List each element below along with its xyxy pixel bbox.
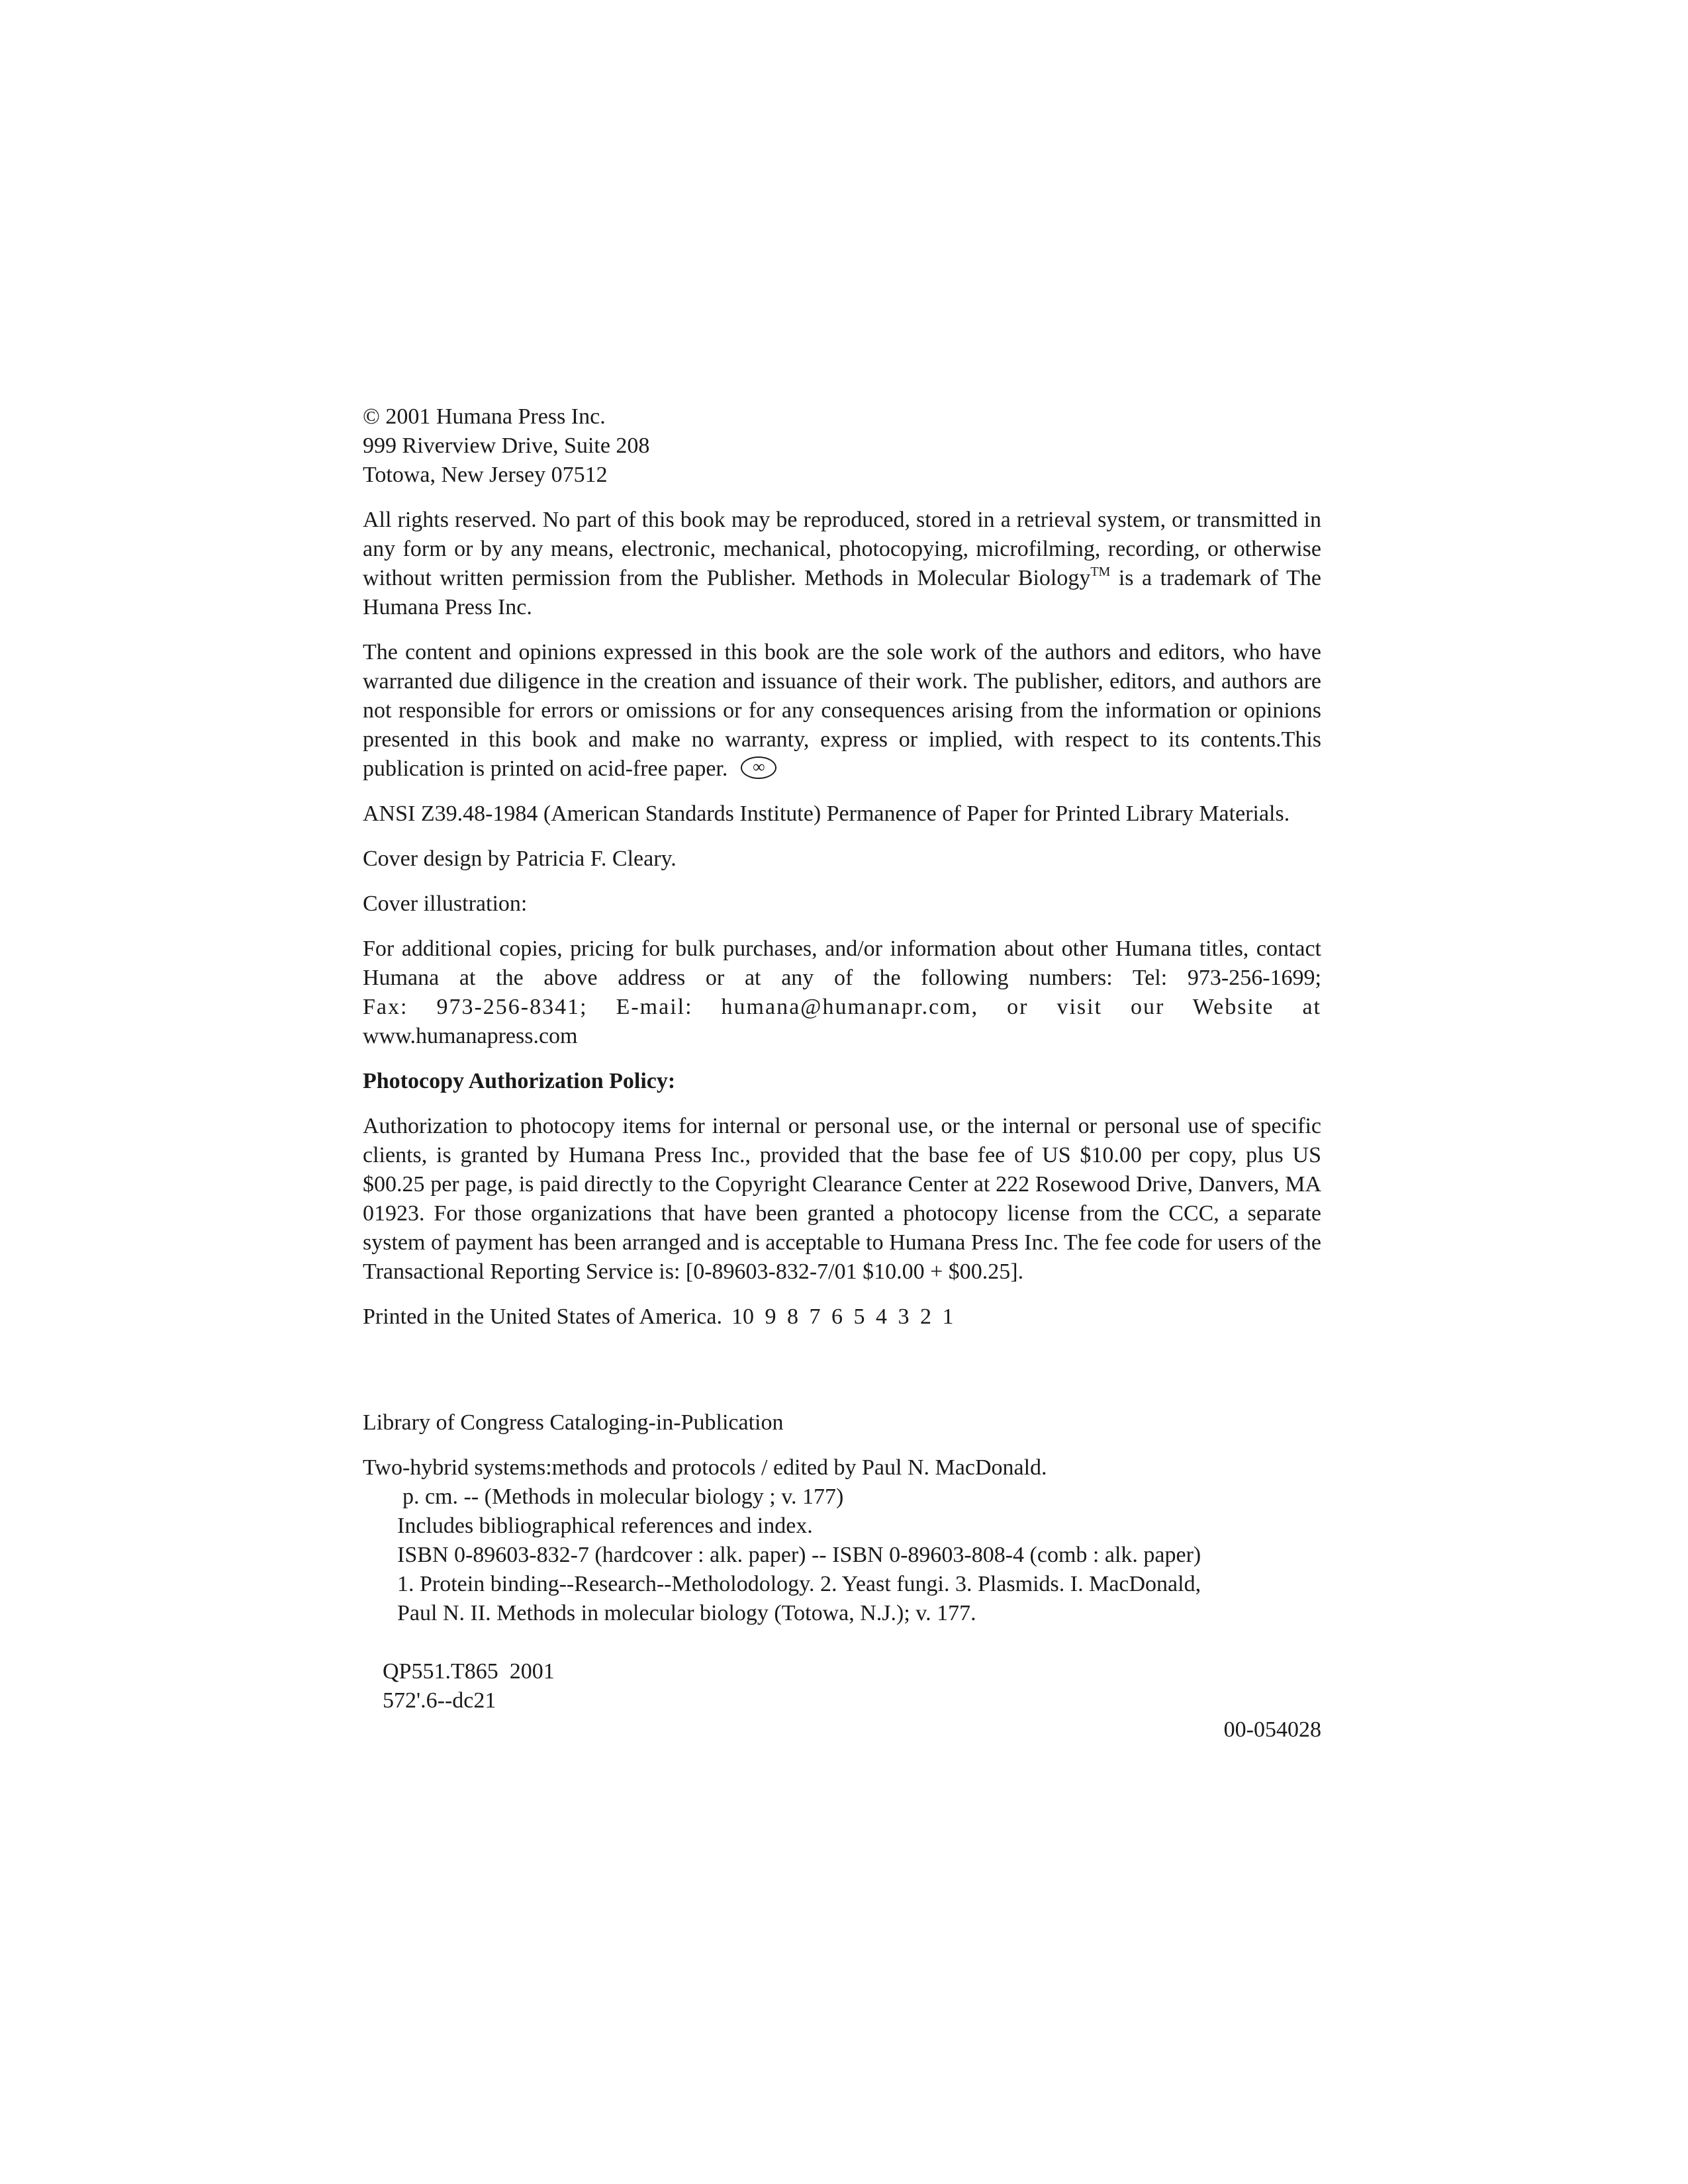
rights-text-1: All rights reserved. No part of this book may be reproduced, stored in a retrieval system, or transmitted in any form or by any means, electronic, mechanical, photocopying, microfilming, recording, or otherwise without written permission from the Publisher. Methods in Molecular Biology — [363, 508, 1321, 590]
acid-free-paper-icon: ∞ — [741, 756, 776, 779]
disclaimer-text: The content and opinions expressed in this book are the sole work of the authors and editors, who have warranted due diligence in the creation and issuance of their work. The publisher, editors, and authors are not responsible for errors or omissions or for any consequences arising from the information or opinions presented in this book and make no warranty, express or implied, with respect to its contents.This publication is printed on acid-free paper. — [363, 640, 1321, 781]
photocopy-heading: Photocopy Authorization Policy: — [363, 1069, 676, 1093]
cip-series-line: p. cm. -- (Methods in molecular biology ; v. 177) — [402, 1484, 844, 1509]
ansi-paragraph: ANSI Z39.48-1984 (American Standards Institute) Permanence of Paper for Printed Library Materials. — [363, 801, 1290, 826]
section-spacer — [363, 1347, 1321, 1408]
cover-design-line: Cover design by Patricia F. Cleary. — [363, 846, 677, 871]
printed-line — [363, 1302, 1321, 1332]
lccn-number: 00-054028 — [1223, 1717, 1321, 1742]
additional-copies-text-1: For additional copies, pricing for bulk purchases, and/or information about other Humana titles, contact Humana at the above address or at any of the following numbers: Tel: 973-256-1699; — [363, 936, 1321, 990]
rights-paragraph — [363, 506, 1321, 622]
cip-block — [363, 1408, 1321, 1745]
website-link[interactable]: www.humanapress.com — [363, 1024, 578, 1048]
address-line-2: Totowa, New Jersey 07512 — [363, 463, 608, 487]
printed-text: Printed in the United States of America. — [363, 1304, 722, 1329]
classification-block — [363, 1657, 1321, 1715]
copyright-line: © 2001 Humana Press Inc. — [363, 404, 606, 429]
cip-subjects-line-2: Paul N. II. Methods in molecular biology (Totowa, N.J.); v. 177. — [397, 1601, 976, 1625]
additional-copies-text-2: Fax: 973-256-8341; E-mail: humana@humanapr.com, or visit our Website at — [363, 995, 1321, 1019]
cover-illustration-line: Cover illustration: — [363, 891, 528, 916]
cip-header: Library of Congress Cataloging-in-Publication — [363, 1410, 784, 1435]
disclaimer-paragraph — [363, 638, 1321, 784]
cip-title-line: Two-hybrid systems:methods and protocols / edited by Paul N. MacDonald. — [363, 1455, 1047, 1480]
cip-subjects-line-1: 1. Protein binding--Research--Metholodology. 2. Yeast fungi. 3. Plasmids. I. MacDonald, — [397, 1572, 1201, 1596]
copyright-page — [363, 402, 1321, 1745]
print-line-numbers: 10 9 8 7 6 5 4 3 2 1 — [731, 1304, 954, 1329]
trademark-symbol: TM — [1090, 565, 1111, 579]
additional-copies-paragraph — [363, 934, 1321, 1051]
photocopy-paragraph: Authorization to photocopy items for internal or personal use, or the internal or personal use of specific clients, is granted by Humana Press Inc., provided that the base fee of US $10.00 per copy, plus US $00.25 per page, is paid directly to the Copyright Clearance Center at 222 Rosewood Drive, Danvers, MA 01923. For those organizations that have been granted a photocopy license from the CCC, a separate system of payment has been arranged and is acceptable to Humana Press Inc. The fee code for users of the Transactional Reporting Service is: [0-89603-832-7/01 $10.00 + $00.25]. — [363, 1114, 1321, 1284]
dewey-number: 572'.6--dc21 — [383, 1688, 496, 1713]
rights-text-2: is a trademark of The Humana Press Inc. — [363, 566, 1321, 619]
cip-includes-line: Includes bibliographical references and index. — [397, 1514, 813, 1538]
cip-isbn-line: ISBN 0-89603-832-7 (hardcover : alk. paper) -- ISBN 0-89603-808-4 (comb : alk. paper) — [397, 1543, 1201, 1567]
address-line-1: 999 Riverview Drive, Suite 208 — [363, 433, 650, 458]
call-number: QP551.T865 2001 — [383, 1659, 555, 1684]
publisher-block — [363, 402, 1321, 490]
